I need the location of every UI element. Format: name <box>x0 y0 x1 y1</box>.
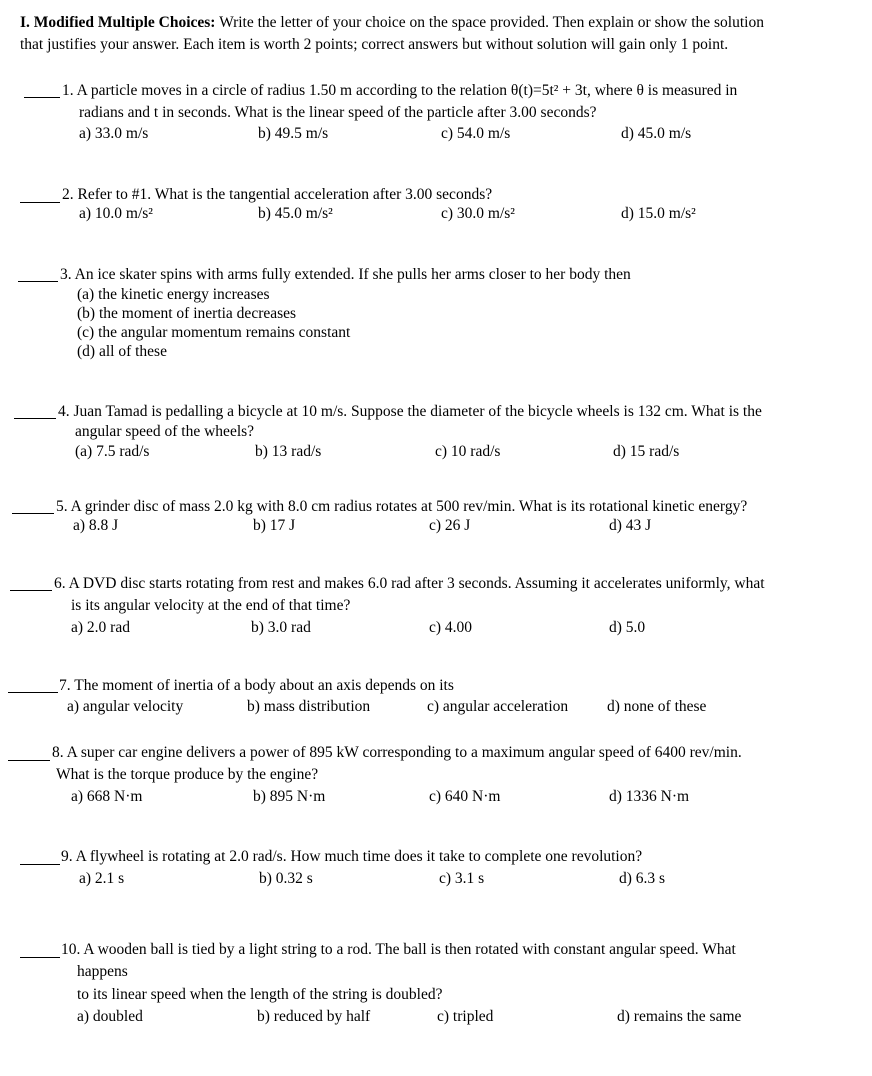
question-3-option-c: (c) the angular momentum remains constant <box>77 324 351 341</box>
question-6-option-b: b) 3.0 rad <box>251 619 311 636</box>
question-3-option-b: (b) the moment of inertia decreases <box>77 305 297 322</box>
question-6-option-a: a) 2.0 rad <box>71 619 130 636</box>
question-8-option-a: a) 668 N·m <box>71 788 143 805</box>
question-6-line-1: 6. A DVD disc starts rotating from rest and makes 6.0 rad after 3 seconds. Assuming it accelerates uniformly, what <box>54 575 765 592</box>
question-8-option-b: b) 895 N·m <box>253 788 326 805</box>
question-7-line-1: 7. The moment of inertia of a body about an axis depends on its <box>59 677 454 694</box>
question-2-option-b: b) 45.0 m/s² <box>258 205 333 222</box>
instructions-line-2: that justifies your answer. Each item is worth 2 points; correct answers but without solution will gain only 1 point. <box>20 36 729 53</box>
answer-blank-4[interactable] <box>14 418 56 419</box>
question-6-option-d: d) 5.0 <box>609 619 646 636</box>
question-1-line-1: 1. A particle moves in a circle of radius 1.50 m according to the relation θ(t)=5t² + 3t, where θ is measured in <box>62 82 738 99</box>
question-10-line-3: to its linear speed when the length of the string is doubled? <box>77 986 443 1003</box>
question-7-option-c: c) angular acceleration <box>427 698 569 715</box>
question-4-option-c: c) 10 rad/s <box>435 443 501 460</box>
question-10-option-d: d) remains the same <box>617 1008 742 1025</box>
question-8-line-1: 8. A super car engine delivers a power of 895 kW corresponding to a maximum angular speed of 6400 rev/min. <box>52 744 742 761</box>
question-7-option-b: b) mass distribution <box>247 698 371 715</box>
answer-blank-7[interactable] <box>8 692 58 693</box>
question-4-option-a: (a) 7.5 rad/s <box>75 443 150 460</box>
question-8-option-c: c) 640 N·m <box>429 788 501 805</box>
question-9-option-b: b) 0.32 s <box>259 870 313 887</box>
answer-blank-5[interactable] <box>12 513 54 514</box>
question-3-option-d: (d) all of these <box>77 343 167 360</box>
question-3-option-a: (a) the kinetic energy increases <box>77 286 270 303</box>
question-5-option-b: b) 17 J <box>253 517 296 534</box>
instructions-line-1: Write the letter of your choice on the space provided. Then explain or show the solution <box>219 14 764 31</box>
instructions-header <box>20 12 850 56</box>
answer-blank-3[interactable] <box>18 281 58 282</box>
question-7-option-a: a) angular velocity <box>67 698 184 715</box>
question-9-line-1: 9. A flywheel is rotating at 2.0 rad/s. How much time does it take to complete one revolution? <box>61 848 643 865</box>
answer-blank-9[interactable] <box>20 864 60 865</box>
question-8-option-d: d) 1336 N·m <box>609 788 690 805</box>
question-1-option-c: c) 54.0 m/s <box>441 125 511 142</box>
question-1-option-a: a) 33.0 m/s <box>79 125 149 142</box>
answer-blank-6[interactable] <box>10 590 52 591</box>
question-8-line-2: What is the torque produce by the engine? <box>56 766 319 783</box>
question-10-option-a: a) doubled <box>77 1008 143 1025</box>
question-5-option-c: c) 26 J <box>429 517 471 534</box>
section-title: I. Modified Multiple Choices: <box>20 14 216 31</box>
question-5-option-a: a) 8.8 J <box>73 517 119 534</box>
question-1-option-d: d) 45.0 m/s <box>621 125 692 142</box>
question-7-option-d: d) none of these <box>607 698 707 715</box>
question-4-line-2: angular speed of the wheels? <box>75 423 255 440</box>
answer-blank-1[interactable] <box>24 97 60 98</box>
question-2-option-d: d) 15.0 m/s² <box>621 205 696 222</box>
question-2-option-a: a) 10.0 m/s² <box>79 205 153 222</box>
question-4-option-d: d) 15 rad/s <box>613 443 680 460</box>
question-5-option-d: d) 43 J <box>609 517 652 534</box>
question-9-option-c: c) 3.1 s <box>439 870 485 887</box>
question-10-option-b: b) reduced by half <box>257 1008 371 1025</box>
answer-blank-2[interactable] <box>20 202 60 203</box>
question-6-line-2: is its angular velocity at the end of that time? <box>71 597 351 614</box>
question-2-line-1: 2. Refer to #1. What is the tangential acceleration after 3.00 seconds? <box>62 186 493 203</box>
question-3-line-1: 3. An ice skater spins with arms fully extended. If she pulls her arms closer to her body then <box>60 266 631 283</box>
question-4-line-1: 4. Juan Tamad is pedalling a bicycle at 10 m/s. Suppose the diameter of the bicycle wheels is 132 cm. What is the <box>58 403 762 420</box>
answer-blank-10[interactable] <box>20 957 60 958</box>
question-9-option-a: a) 2.1 s <box>79 870 125 887</box>
question-6-option-c: c) 4.00 <box>429 619 473 636</box>
question-10-line-1: 10. A wooden ball is tied by a light string to a rod. The ball is then rotated with constant angular speed. What <box>61 941 736 958</box>
question-9-option-d: d) 6.3 s <box>619 870 666 887</box>
question-1-line-2: radians and t in seconds. What is the linear speed of the particle after 3.00 seconds? <box>79 104 597 121</box>
question-4-option-b: b) 13 rad/s <box>255 443 322 460</box>
question-5-line-1: 5. A grinder disc of mass 2.0 kg with 8.0 cm radius rotates at 500 rev/min. What is its rotational kinetic energy? <box>56 498 748 515</box>
question-2-option-c: c) 30.0 m/s² <box>441 205 515 222</box>
question-10-line-2: happens <box>77 963 128 980</box>
question-10-option-c: c) tripled <box>437 1008 494 1025</box>
answer-blank-8[interactable] <box>8 760 50 761</box>
question-1-option-b: b) 49.5 m/s <box>258 125 329 142</box>
